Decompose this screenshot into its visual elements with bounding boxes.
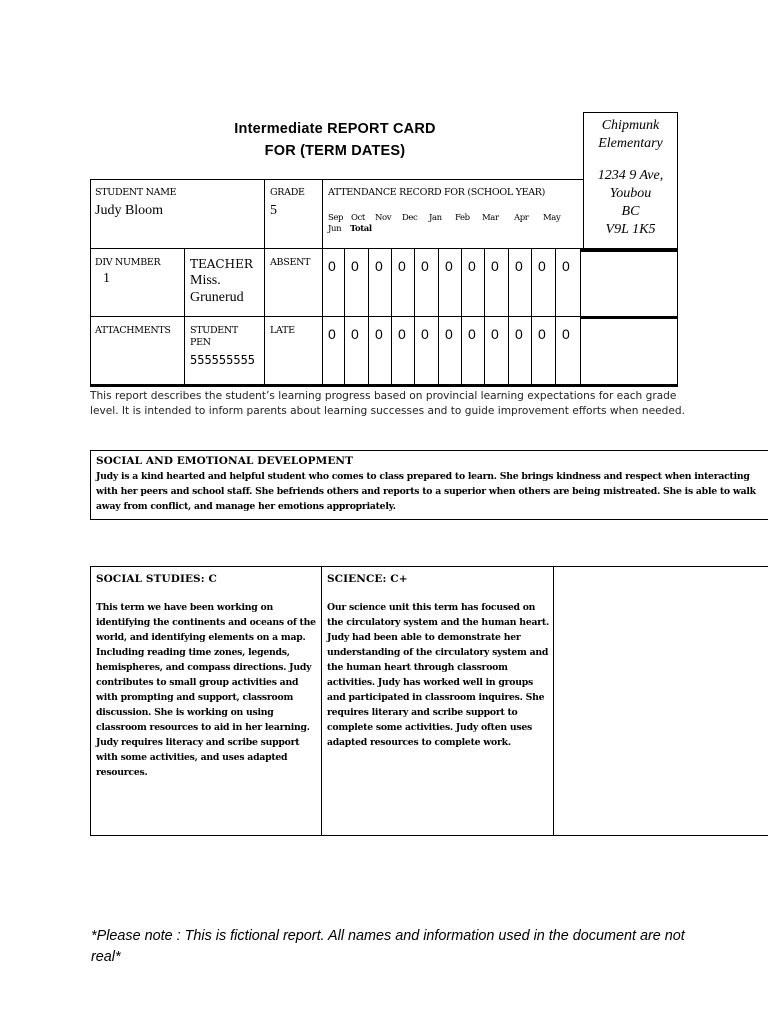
fictional-note: *Please note : This is fictional report. All names and information used in the document are not real*	[91, 928, 685, 965]
report-description: This report describes the student’s learning progress based on provincial learning expectations for each grade level. It is intended to inform parents about learning successes and to guide improvement efforts when needed.	[90, 390, 685, 417]
div-number-value: 1	[103, 271, 110, 286]
student-name: Judy Bloom	[95, 203, 164, 218]
science-comment: Our science unit this term has focused on the circulatory system and the human heart. Judy had been able to demonstrate her understanding of the circulatory system and the human heart through classroom activities. Judy has worked well in groups and participated in classroom inquires. She requires literary and scribe support to complete some activities. Judy often uses adapted resources to complete work.	[327, 602, 549, 748]
absent-value: 0	[375, 258, 383, 274]
month-dec: Dec	[402, 213, 418, 223]
school-address-line4: V9L 1K5	[605, 222, 656, 237]
month-oct: Oct	[351, 213, 365, 223]
total-label: Total	[350, 224, 372, 234]
attachments-label: ATTACHMENTS	[95, 325, 171, 336]
grade-value: 5	[270, 203, 277, 218]
social-studies-comment: This term we have been working on identifying the continents and oceans of the world, and identifying elements on a map. Including reading time zones, legends, hemispheres, and compass directions. Judy contributes to small group activities and with prompting and support, classroom discussion. She is working on using classroom resources to aid in her learning. Judy requires literacy and scribe support with some activities, and uses adapted resources.	[96, 602, 316, 778]
absent-value: 0	[538, 258, 546, 274]
term-dates-title: FOR (TERM DATES)	[264, 143, 406, 159]
absent-value: 0	[328, 258, 336, 274]
late-value: 0	[445, 326, 453, 342]
social-studies-heading: SOCIAL STUDIES: C	[96, 573, 217, 585]
absent-value: 0	[421, 258, 429, 274]
month-nov: Nov	[375, 213, 392, 223]
teacher-name-line1: Miss.	[190, 273, 221, 288]
late-value: 0	[351, 326, 359, 342]
teacher-label: TEACHER	[190, 257, 253, 271]
student-pen-value: 555555555	[190, 353, 256, 367]
social-emotional-text: Judy is a kind hearted and helpful student who comes to class prepared to learn. She brings kindness and respect when interacting with her peers and school staff. She befriends others and reports to a superior when others are being mistreated. She is able to walk away from conflict, and manage her emotions appropriately.	[96, 471, 756, 512]
school-name-line2: Elementary	[598, 136, 663, 151]
month-may: May	[543, 213, 561, 223]
absent-value: 0	[398, 258, 406, 274]
late-value: 0	[375, 326, 383, 342]
absent-total: 0	[562, 258, 570, 274]
student-name-label: STUDENT NAME	[95, 187, 177, 198]
school-address-line1: 1234 9 Ave,	[597, 168, 664, 183]
school-name-line1: Chipmunk	[601, 118, 660, 133]
attendance-label: ATTENDANCE RECORD FOR (SCHOOL YEAR)	[328, 187, 546, 198]
absent-label: ABSENT	[270, 257, 311, 268]
absent-value: 0	[491, 258, 499, 274]
div-number-label: DIV NUMBER	[95, 257, 161, 268]
month-feb: Feb	[455, 213, 470, 223]
month-apr: Apr	[514, 213, 529, 223]
late-value: 0	[491, 326, 499, 342]
absent-value: 0	[468, 258, 476, 274]
month-jan: Jan	[429, 213, 442, 223]
month-jun: Jun	[328, 224, 342, 234]
science-heading: SCIENCE: C+	[327, 573, 408, 585]
school-address-line2: Youbou	[609, 186, 652, 201]
late-label: LATE	[270, 325, 295, 336]
late-value: 0	[328, 326, 336, 342]
late-value: 0	[515, 326, 523, 342]
report-title: Intermediate REPORT CARD	[234, 121, 436, 137]
absent-value: 0	[515, 258, 523, 274]
late-value: 0	[421, 326, 429, 342]
school-info-box	[583, 112, 678, 249]
late-value: 0	[538, 326, 546, 342]
late-value: 0	[398, 326, 406, 342]
school-address-line3: BC	[621, 204, 640, 219]
late-value: 0	[468, 326, 476, 342]
month-mar: Mar	[482, 213, 499, 223]
teacher-name-line2: Grunerud	[190, 290, 244, 305]
social-emotional-heading: SOCIAL AND EMOTIONAL DEVELOPMENT	[96, 455, 354, 467]
social-studies-cell	[96, 572, 318, 780]
absent-value: 0	[445, 258, 453, 274]
social-emotional-section	[96, 454, 766, 514]
student-pen-label-line2: PEN	[190, 337, 211, 348]
absent-value: 0	[351, 258, 359, 274]
science-cell	[327, 572, 549, 750]
grade-label: GRADE	[270, 187, 305, 198]
month-sep: Sep	[328, 213, 344, 223]
student-pen-label: STUDENT	[190, 325, 238, 336]
late-total: 0	[562, 326, 570, 342]
